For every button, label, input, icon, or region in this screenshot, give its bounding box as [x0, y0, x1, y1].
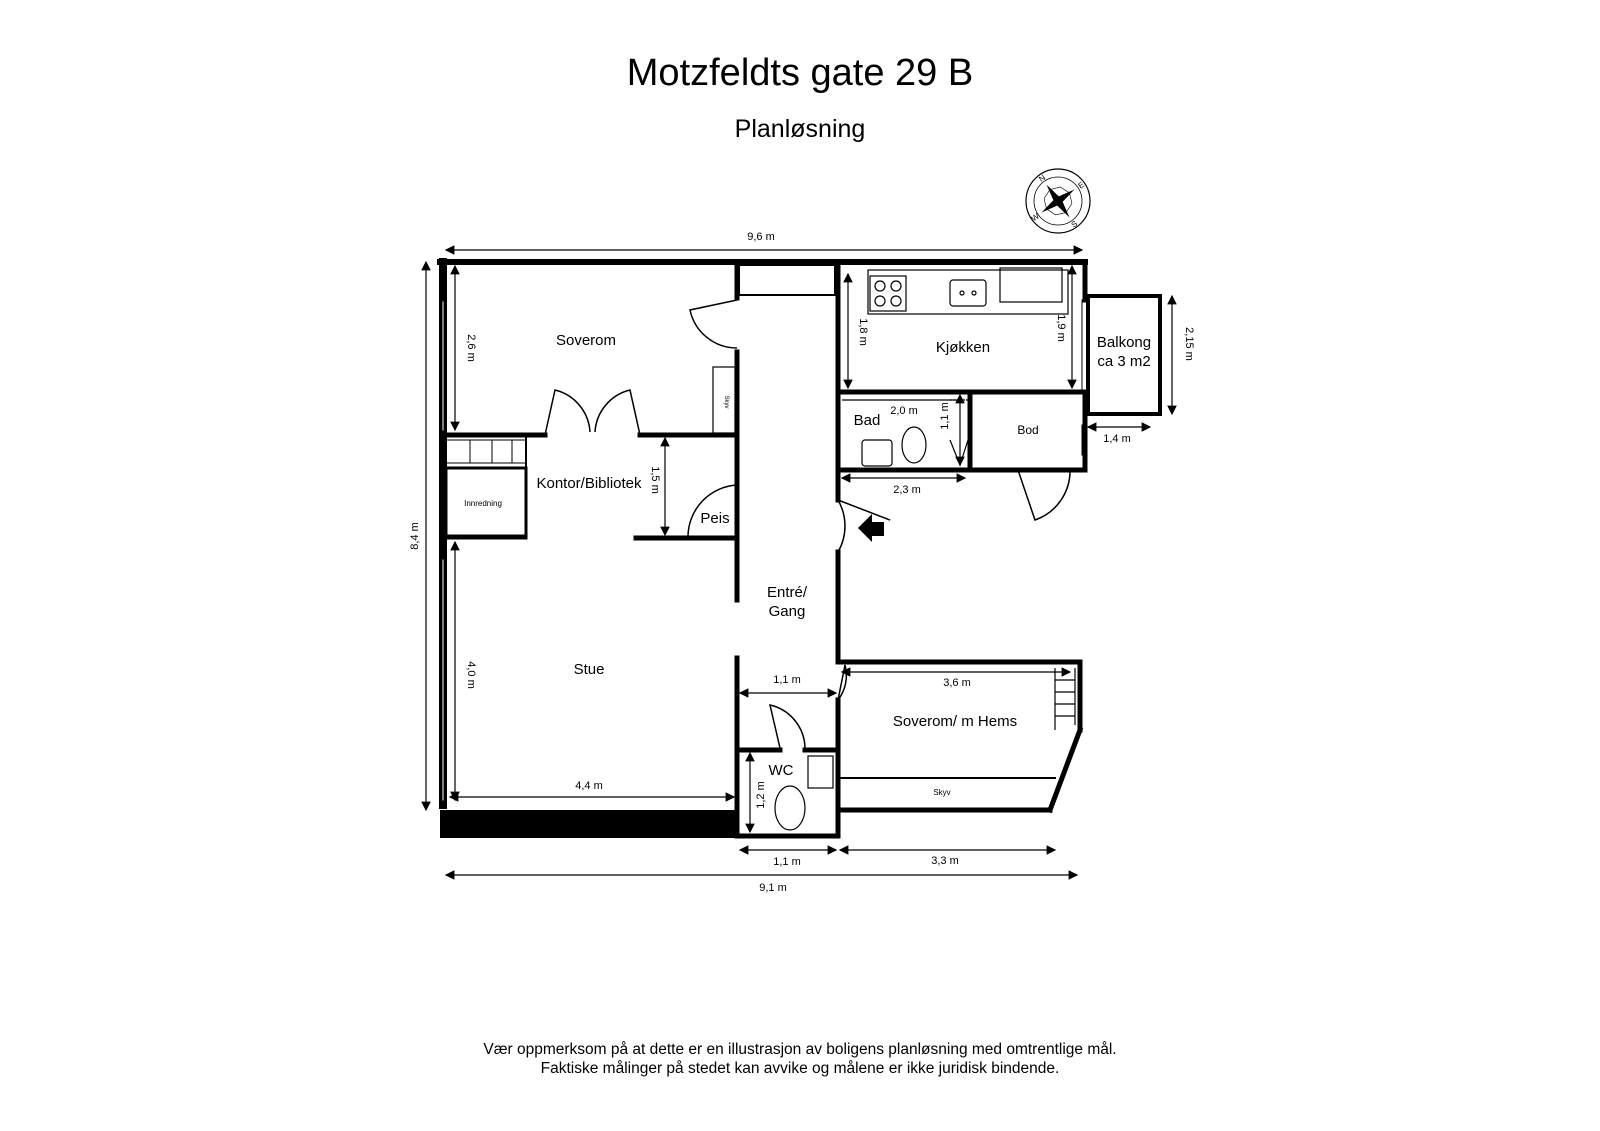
- dim-left-height: 8,4 m: [409, 522, 421, 550]
- compass-s: S: [1069, 219, 1080, 230]
- room-peis: Peis: [700, 510, 730, 527]
- door-bod: [1018, 470, 1070, 520]
- door-soverom: [690, 300, 737, 348]
- room-entre: Entré/: [766, 584, 808, 601]
- entrance-arrow-icon: [858, 514, 884, 542]
- room-soverom: Soverom: [555, 332, 617, 349]
- room-soverom-hems: Soverom/ m Hems: [892, 713, 1018, 730]
- room-gang: Gang: [768, 603, 806, 620]
- walls: [440, 262, 1160, 838]
- compass-rose-icon: [1014, 157, 1102, 246]
- dim-bad-height: 1,1 m: [939, 402, 951, 430]
- dim-soverom-height: 2,6 m: [465, 334, 477, 362]
- dim-stue-width: 4,4 m: [575, 780, 603, 792]
- hems-ladder: [1055, 668, 1075, 730]
- disclaimer-line-2: Faktiske målinger på stedet kan avvike og målene er ikke juridisk bindende.: [540, 1060, 1060, 1077]
- dim-kjokken-right: 1,9 m: [1055, 314, 1067, 342]
- dim-stue-height: 4,0 m: [465, 661, 477, 689]
- disclaimer: [0, 1040, 1600, 1078]
- dim-bad-width: 2,0 m: [890, 405, 918, 417]
- kitchen-counter: [868, 270, 1068, 314]
- dim-kontor-height: 1,5 m: [649, 466, 661, 494]
- room-balkong: Balkong: [1096, 334, 1152, 351]
- bathroom-sink-icon: [862, 440, 892, 466]
- door-wc: [770, 705, 805, 748]
- dim-top-width: 9,6 m: [747, 231, 775, 243]
- outer-wall-bottom-stue: [440, 810, 738, 838]
- compass-w: W: [1029, 211, 1042, 224]
- dim-gang-width: 1,1 m: [773, 674, 801, 686]
- dim-balkong-width: 1,4 m: [1103, 433, 1131, 445]
- room-bad: Bad: [853, 412, 881, 429]
- wc-toilet-icon: [775, 786, 805, 830]
- dim-kjokken-left: 1,8 m: [857, 318, 869, 346]
- room-wc: WC: [768, 762, 794, 779]
- dim-hems-bottom: 3,3 m: [931, 855, 959, 867]
- page-title: Motzfeldts gate 29 B: [626, 52, 974, 94]
- dim-balkong-height: 2,15 m: [1183, 327, 1195, 361]
- room-kjokken: Kjøkken: [935, 339, 991, 356]
- dim-wc-bottom: 1,1 m: [773, 856, 801, 868]
- door-hems: [838, 665, 846, 700]
- disclaimer-line-1: Vær oppmerksom på at dette er en illustrasjon av boligens planløsning med omtrentlige mål.: [483, 1041, 1117, 1058]
- fixtures: [713, 268, 1075, 830]
- toilet-icon: [902, 427, 926, 463]
- label-skyv-hems: Skyv: [933, 788, 951, 797]
- room-labels: [464, 332, 1151, 797]
- dim-hems-width: 3,6 m: [943, 677, 971, 689]
- compass-n: N: [1037, 173, 1048, 184]
- stove-icon: [870, 276, 906, 311]
- dim-bottom-width: 9,1 m: [759, 882, 787, 894]
- room-balkong-area: ca 3 m2: [1097, 353, 1151, 370]
- sink-icon: [950, 280, 986, 306]
- page-subtitle: Planløsning: [734, 115, 866, 143]
- dim-wc-height: 1,2 m: [755, 781, 767, 809]
- label-skyv-closet: Skyv: [723, 395, 729, 409]
- room-stue: Stue: [573, 661, 605, 678]
- door-double-soverom: [545, 390, 590, 435]
- compass-e: E: [1076, 180, 1086, 191]
- doors: [545, 300, 1070, 748]
- label-innredning: Innredning: [464, 499, 502, 508]
- dim-bad-bottom: 2,3 m: [893, 484, 921, 496]
- door-entrance: [838, 500, 845, 552]
- room-bod: Bod: [1017, 423, 1039, 437]
- room-kontor: Kontor/Bibliotek: [536, 475, 642, 492]
